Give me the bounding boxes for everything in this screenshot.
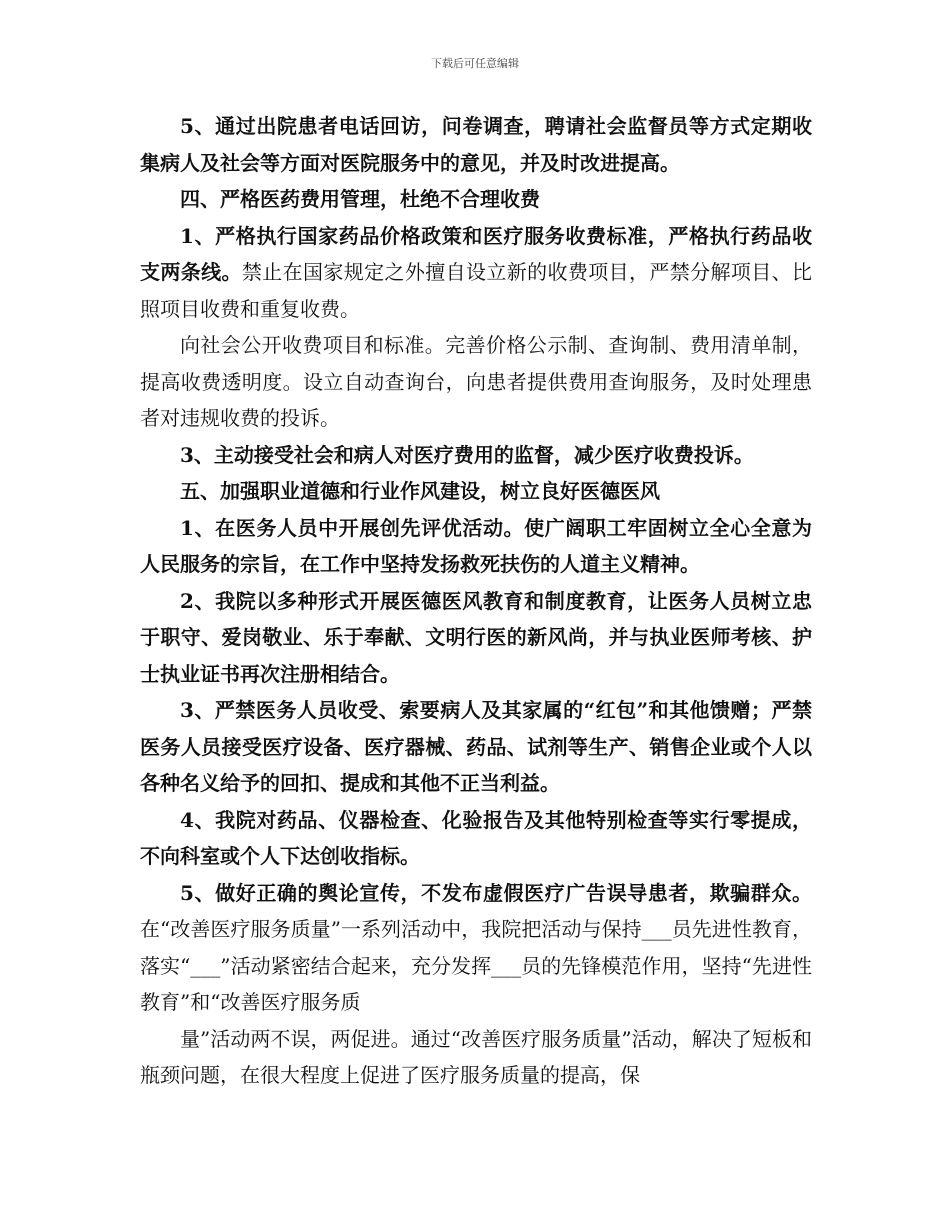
paragraph-bold-text: 五、加强职业道德和行业作风建设，树立良好医德医风 xyxy=(180,479,660,503)
paragraph xyxy=(140,327,812,437)
paragraph xyxy=(140,108,812,181)
paragraph xyxy=(140,1021,812,1094)
paragraph-bold-text: 4、我院对药品、仪器检查、化验报告及其他特别检查等实行零提成，不向科室或个人下达创收指标。 xyxy=(140,807,812,868)
document-body xyxy=(140,108,812,1094)
paragraph-bold-text: 3、严禁医务人员收受、索要病人及其家属的“红包”和其他馈赠；严禁医务人员接受医疗设备、医疗器械、药品、试剂等生产、销售企业或个人以各种名义给予的回扣、提成和其他不正当利益。 xyxy=(140,698,812,795)
paragraph-bold-text: 3、主动接受社会和病人对医疗费用的监督，减少医疗收费投诉。 xyxy=(180,442,754,467)
paragraph-text: 向社会公开收费项目和标准。完善价格公示制、查询制、费用清单制，提高收费透明度。设立自动查询台，向患者提供费用查询服务，及时处理患者对违规收费的投诉。 xyxy=(140,333,812,430)
paragraph-text: 量”活动两不误，两促进。通过“改善医疗服务质量”活动，解决了短板和瓶颈问题，在很大程度上促进了医疗服务质量的提高，保 xyxy=(140,1026,812,1087)
section-heading xyxy=(140,473,812,510)
paragraph-bold-text: 1、严格执行国家药品价格政策和医疗服务收费标准，严格执行药品收支两条线。 xyxy=(140,223,812,284)
section-heading xyxy=(140,181,812,218)
paragraph xyxy=(140,875,812,1021)
paragraph-text: 禁止在国家规定之外擅自设立新的收费项目，严禁分解项目、比照项目收费和重复收费。 xyxy=(140,260,812,321)
paragraph-bold-text: 2、我院以多种形式开展医德医风教育和制度教育，让医务人员树立忠于职守、爱岗敬业、乐于奉献、文明行医的新风尚，并与执业医师考核、护士执业证书再次注册相结合。 xyxy=(140,588,812,686)
paragraph xyxy=(140,802,812,875)
paragraph xyxy=(140,583,812,693)
paragraph xyxy=(140,218,812,328)
page-header: 下载后可任意编辑 xyxy=(431,57,519,70)
paragraph-bold-text: 5、做好正确的舆论宣传，不发布虚假医疗广告误导患者，欺骗群众。 xyxy=(180,880,812,905)
paragraph-text: 在“改善医疗服务质量”一系列活动中，我院把活动与保持___员先进性教育，落实“___”活动紧密结合起来，充分发挥___员的先锋模范作用，坚持“先进性教育”和“改善医疗服务质 xyxy=(140,917,812,1014)
paragraph xyxy=(140,510,812,583)
paragraph-bold-text: 1、在医务人员中开展创先评优活动。使广阔职工牢固树立全心全意为人民服务的宗旨，在工作中坚持发扬救死扶伤的人道主义精神。 xyxy=(140,515,812,576)
paragraph-bold-text: 四、严格医药费用管理，杜绝不合理收费 xyxy=(180,187,540,211)
paragraph xyxy=(140,437,812,474)
paragraph xyxy=(140,692,812,802)
paragraph-bold-text: 5、通过出院患者电话回访，问卷调查，聘请社会监督员等方式定期收集病人及社会等方面对医院服务中的意见，并及时改进提高。 xyxy=(140,114,812,175)
